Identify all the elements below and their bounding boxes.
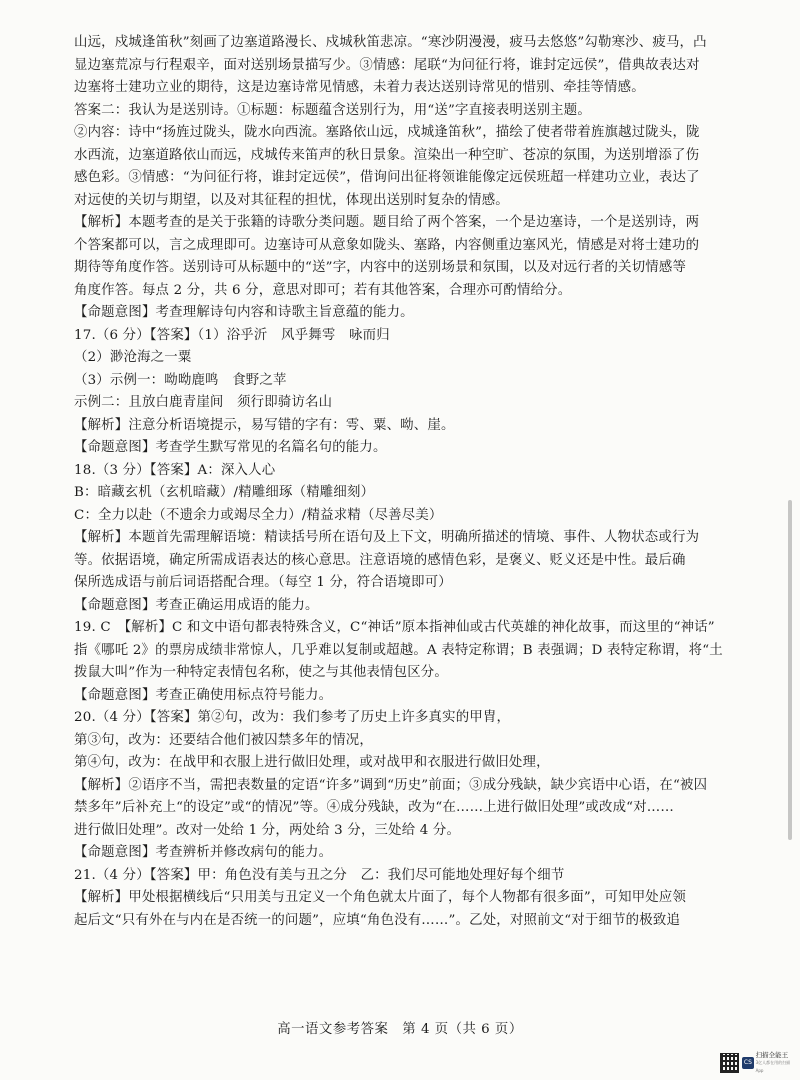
watermark-subtitle: 3亿人都在用的扫描App: [755, 1060, 791, 1073]
vertical-scrollbar[interactable]: [788, 500, 792, 840]
question-19-answer: 19. C 【解析】C 和文中语句都表特殊含义，C“神话”原本指神仙或古代英雄的神化故事，而这里的“神话”: [74, 620, 715, 635]
text-line: （3）示例一：呦呦鹿鸣 食野之苹: [74, 372, 287, 388]
text-line: 角度作答。每点 2 分，共 6 分，意思对即可；若有其他答案，合理亦可酌情给分。: [74, 282, 572, 298]
text-line: 山远，戍城逢笛秋”刻画了边塞道路漫长、戍城秋笛悲凉。“寒沙阴漫漫，疲马去悠悠”勾勒寒沙、疲马，凸: [74, 35, 707, 50]
question-18-answer: 18.（3 分）【答案】A：深入人心: [74, 462, 276, 478]
analysis-line: 【解析】甲处根据横线后“只用美与丑定义一个角色就太片面了，每个人物都有很多面”，可知甲处应领: [74, 890, 687, 905]
question-17-answer: 17.（6 分）【答案】（1）浴乎沂 风乎舞雩 咏而归: [74, 327, 390, 343]
text-line: 指《哪吒 2》的票房成绩非常惊人，几乎难以复制或超越。A 表特定称谓；B 表强调；D 表特定称谓，将“土: [74, 642, 723, 658]
text-line: 显边塞荒凉与行程艰辛，面对送别场景描写少。③情感：尾联“为问征行将，谁封定远侯”，借典故表达对: [74, 57, 700, 73]
watermark-title: 扫描全能王: [755, 1051, 789, 1059]
text-line: 进行做旧处理”。改对一处给 1 分，两处给 3 分，三处给 4 分。: [74, 822, 461, 838]
intent-line: 【命题意图】考查辨析并修改病句的能力。: [74, 845, 333, 860]
text-line: 保所选成语与前后词语搭配合理。（每空 1 分，符合语境即可）: [74, 575, 452, 590]
text-line: C：全力以赴（不遗余力或竭尽全力）/精益求精（尽善尽美）: [74, 507, 443, 523]
watermark-text: [756, 1051, 796, 1075]
intent-line: 【命题意图】考查正确使用标点符号能力。: [74, 687, 333, 703]
text-line: 第④句，改为：在战甲和衣服上进行做旧处理，或对战甲和衣服进行做旧处理，: [74, 755, 550, 770]
text-line: ②内容：诗中“扬旌过陇头，陇水向西流。塞路依山远，戍城逢笛秋”，描绘了使者带着旌旗越过陇头，陇: [74, 125, 700, 140]
text-line: （2）渺沧海之一粟: [74, 350, 192, 365]
text-line: 个答案都可以，言之成理即可。边塞诗可从意象如陇头、塞路，内容侧重边塞风光，情感是对将士建功的: [74, 237, 700, 253]
text-line: 答案二：我认为是送别诗。①标题：标题蕴含送别行为，用“送”字直接表明送别主题。: [74, 102, 591, 118]
text-line: 拨鼠大叫”作为一种特定表情包名称，使之与其他表情包区分。: [74, 665, 448, 680]
text-line: 第③句，改为：还要结合他们被囚禁多年的情况，: [74, 732, 373, 748]
intent-line: 【命题意图】考查正确运用成语的能力。: [74, 597, 319, 613]
analysis-line: 【解析】②语序不当，需把表数量的定语“许多”调到“历史”前面；③成分残缺，缺少宾语中心语，在“被囚: [74, 777, 708, 793]
analysis-line: 【解析】本题考查的是关于张籍的诗歌分类问题。题目给了两个答案，一个是边塞诗，一个是送别诗，两: [74, 215, 700, 230]
analysis-line: 【解析】注意分析语境提示，易写错的字有：雩、粟、呦、崖。: [74, 417, 455, 433]
text-line: B：暗藏玄机（玄机暗藏）/精雕细琢（精雕细刻）: [74, 485, 375, 500]
text-line: 感色彩。③情感：“为问征行将，谁封定远侯”，借询问出征将领谁能像定远侯班超一样建功立业，表达了: [74, 170, 700, 185]
text-line: 边塞将士建功立业的期待，这是边塞诗常见情感，未着力表达送别诗常见的惜别、牵挂等情感。: [74, 80, 645, 95]
text-line: 期待等角度作答。送别诗可从标题中的“送”字，内容中的送别场景和氛围，以及对远行者的关切情感等: [74, 260, 687, 275]
text-line: 禁多年”后补充上“的设定”或“的情况”等。④成分残缺，改为“在……上进行做旧处理”或改成“对……: [74, 800, 674, 815]
text-line: 水西流，边塞道路依山而远，戍城传来笛声的秋日景象。渲染出一种空旷、苍凉的氛围，为送别增添了伤: [74, 147, 700, 163]
analysis-line: 【解析】本题首先需理解语境：精读括号所在语句及上下文，明确所描述的情境、事件、人物状态或行为: [74, 530, 700, 545]
text-line: 起后文“只有外在与内在是否统一的问题”，应填“角色没有……”。乙处，对照前文“对于细节的极致追: [74, 912, 681, 928]
scanner-watermark: [720, 1052, 796, 1074]
question-21-answer: 21.（4 分）【答案】甲：角色没有美与丑之分 乙：我们尽可能地处理好每个细节: [74, 867, 565, 883]
intent-line: 【命题意图】考查理解诗句内容和诗歌主旨意蕴的能力。: [74, 305, 414, 320]
question-20-answer: 20.（4 分）【答案】第②句，改为：我们参考了历史上许多真实的甲胄，: [74, 710, 511, 725]
intent-line: 【命题意图】考查学生默写常见的名篇名句的能力。: [74, 440, 387, 455]
page-footer: 高一语文参考答案 第 4 页（共 6 页）: [277, 1022, 523, 1037]
qr-code-icon: [720, 1053, 739, 1073]
text-line: 对远使的关切与期望，以及对其征程的担忧，体现出送别时复杂的情感。: [74, 192, 509, 208]
text-line: 示例二：且放白鹿青崖间 须行即骑访名山: [74, 395, 333, 410]
camscanner-logo-icon: CS: [742, 1057, 753, 1069]
answer-text: [74, 32, 750, 932]
text-line: 等。依据语境，确定所需成语表达的核心意思。注意语境的感情色彩，是褒义、贬义还是中性。最后确: [74, 552, 686, 568]
